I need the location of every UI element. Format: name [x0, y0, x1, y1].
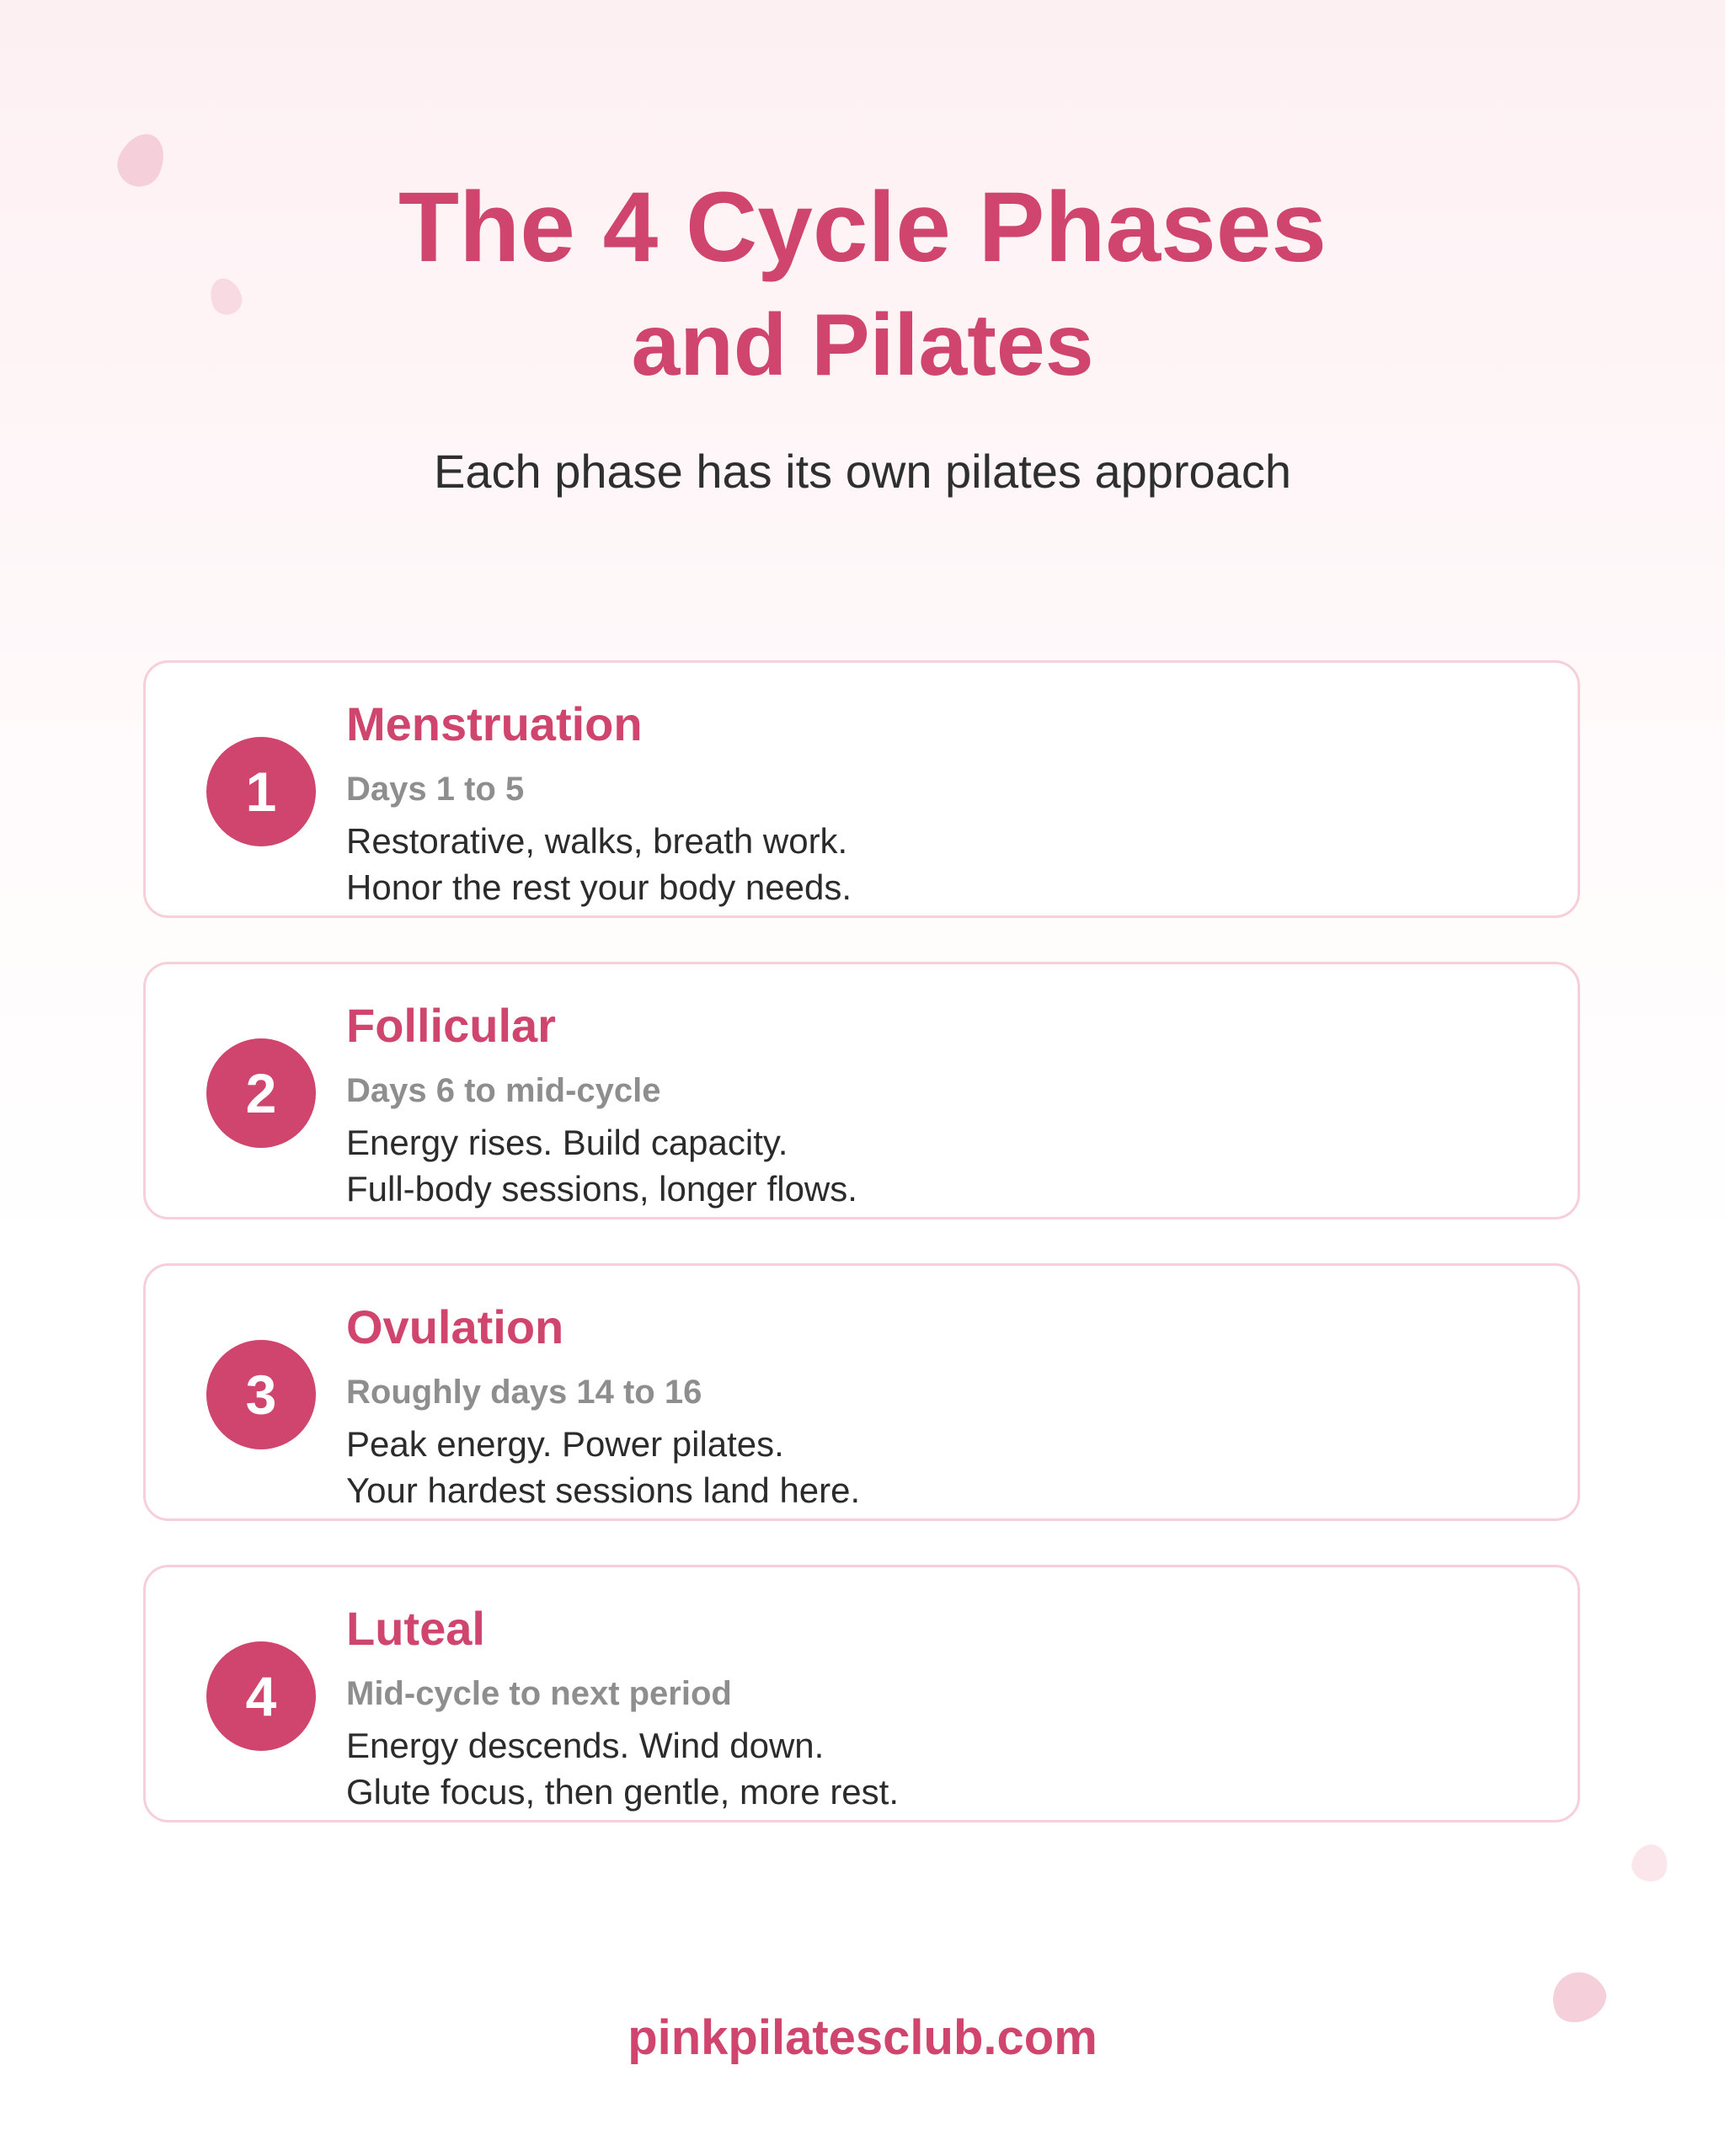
phase-description	[346, 1119, 857, 1212]
petal-decoration	[1628, 1840, 1672, 1885]
website-link[interactable]: pinkpilatesclub.com	[628, 2010, 1097, 2065]
phase-description-line: Energy descends. Wind down.	[346, 1726, 825, 1765]
phase-description	[346, 1722, 899, 1815]
phase-name: Ovulation	[346, 1300, 564, 1353]
phase-description-line: Energy rises. Build capacity.	[346, 1123, 788, 1162]
phase-days: Roughly days 14 to 16	[346, 1374, 702, 1411]
page-subtitle: Each phase has its own pilates approach	[434, 445, 1291, 498]
phase-description-line: Restorative, walks, breath work.	[346, 821, 848, 861]
phase-days: Days 6 to mid-cycle	[346, 1072, 661, 1109]
phase-name: Menstruation	[346, 697, 643, 750]
phase-days: Mid-cycle to next period	[346, 1675, 732, 1712]
phase-description	[346, 818, 852, 910]
phase-description	[346, 1421, 860, 1513]
phase-name: Follicular	[346, 999, 556, 1052]
phase-card-follicular	[143, 962, 1580, 1219]
phase-number-badge: 3	[206, 1340, 316, 1449]
phase-description-line: Peak energy. Power pilates.	[346, 1424, 784, 1464]
phase-number-badge: 2	[206, 1038, 316, 1148]
phase-name: Luteal	[346, 1602, 485, 1655]
page-title-line1: The 4 Cycle Phases	[398, 172, 1327, 283]
phase-number-badge: 4	[206, 1641, 316, 1751]
phase-card-ovulation	[143, 1263, 1580, 1521]
phase-description-line: Glute focus, then gentle, more rest.	[346, 1772, 900, 1812]
phase-number-badge: 1	[206, 737, 316, 846]
phase-description-line: Honor the rest your body needs.	[346, 867, 852, 907]
phase-days: Days 1 to 5	[346, 771, 525, 808]
phase-description-line: Your hardest sessions land here.	[346, 1470, 861, 1510]
phase-description-line: Full-body sessions, longer flows.	[346, 1169, 857, 1209]
phase-card-menstruation	[143, 660, 1580, 918]
page-title-line2: and Pilates	[631, 296, 1094, 394]
phase-card-luteal	[143, 1565, 1580, 1822]
